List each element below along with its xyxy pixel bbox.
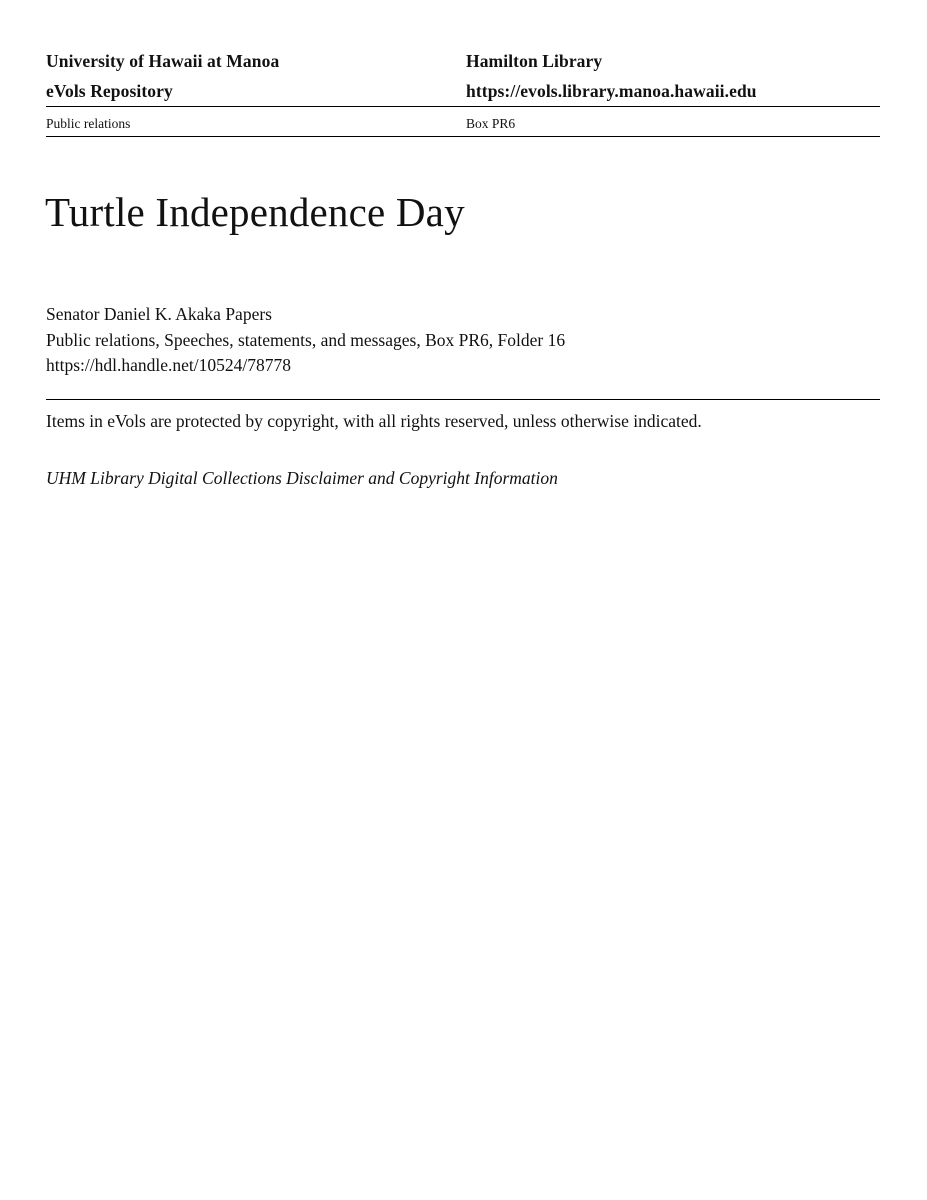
page-title: Turtle Independence Day	[45, 189, 465, 235]
disclaimer-link[interactable]: UHM Library Digital Collections Disclaimer and Copyright Information	[46, 468, 558, 488]
repository-name: eVols Repository	[46, 81, 173, 101]
box-name: Box PR6	[466, 116, 516, 131]
repository-url[interactable]: https://evols.library.manoa.hawaii.edu	[466, 81, 757, 101]
header-row-institution	[46, 46, 880, 76]
header-rule-top	[46, 106, 880, 107]
series-name: Public relations	[46, 116, 131, 131]
citation-divider	[46, 399, 880, 400]
header-row-series	[46, 111, 880, 136]
institution-name: University of Hawaii at Manoa	[46, 51, 280, 71]
citation-handle-link[interactable]: https://hdl.handle.net/10524/78778	[46, 355, 291, 375]
header-rule-bottom	[46, 136, 880, 137]
header-row-repository	[46, 76, 880, 106]
library-name: Hamilton Library	[466, 51, 603, 71]
citation-collection: Senator Daniel K. Akaka Papers	[46, 304, 272, 324]
citation-block	[46, 302, 880, 379]
document-header	[46, 46, 880, 137]
citation-series: Public relations, Speeches, statements, and messages, Box PR6, Folder 16	[46, 329, 566, 350]
rights-statement: Items in eVols are protected by copyright, with all rights reserved, unless otherwise indicated.	[46, 411, 702, 431]
